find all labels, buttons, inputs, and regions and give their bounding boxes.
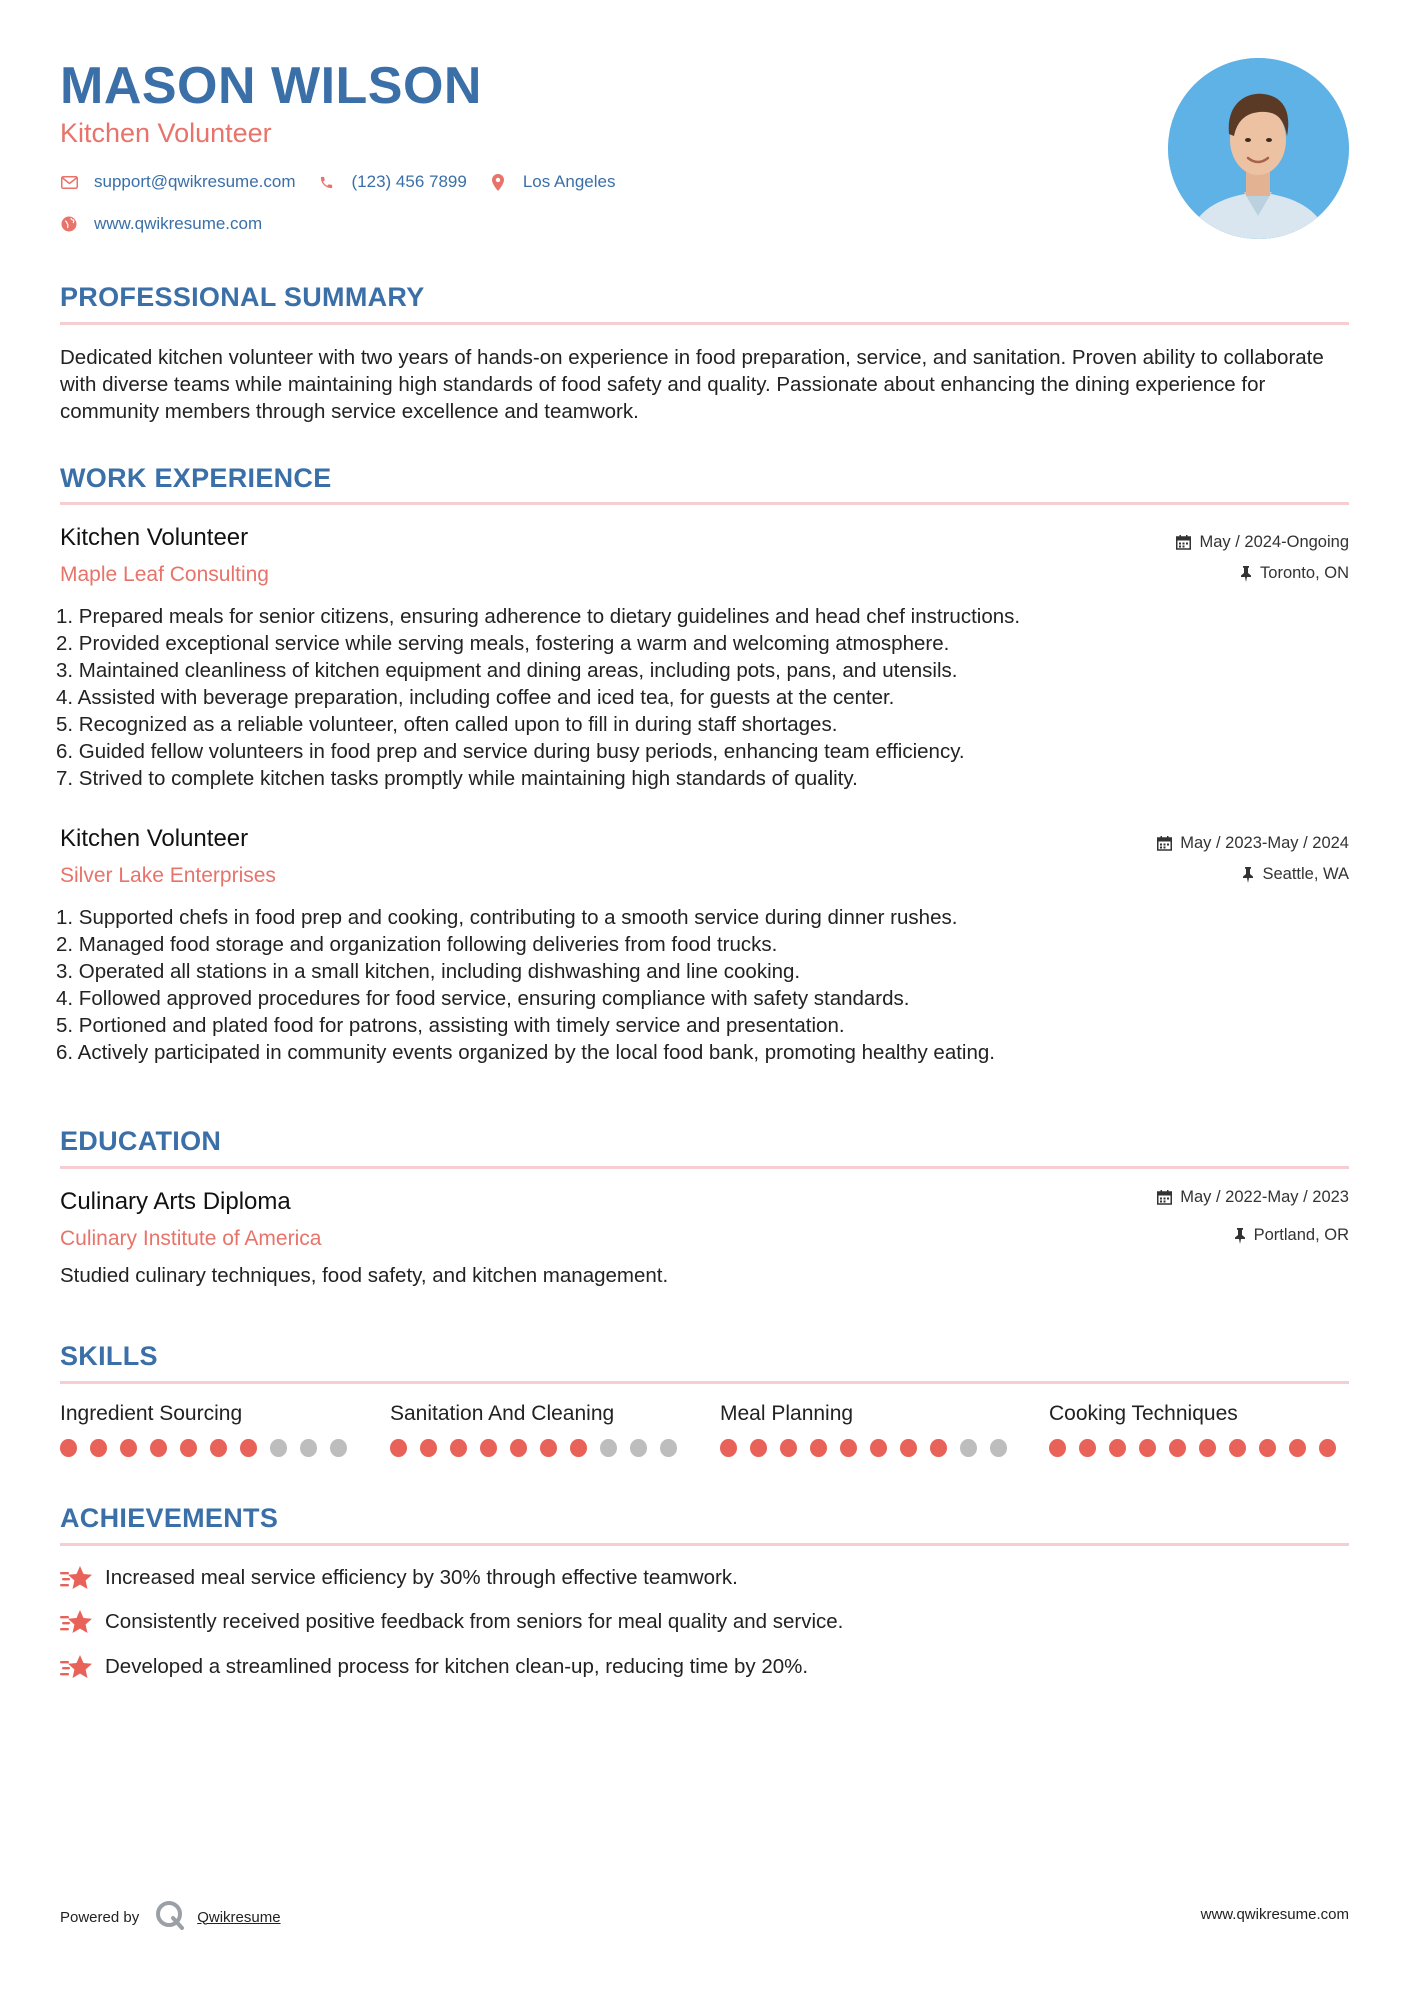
contact-row-2 [60, 214, 284, 234]
contact-website[interactable] [60, 214, 262, 234]
job-company: Maple Leaf Consulting [60, 563, 269, 586]
skill-name: Sanitation And Cleaning [390, 1402, 615, 1425]
job-location [1242, 865, 1349, 884]
footer-powered-by [60, 1900, 281, 1934]
qwikresume-logo-icon [155, 1900, 185, 1934]
rating-dot-filled [180, 1439, 197, 1457]
rating-dot-filled [810, 1439, 827, 1457]
candidate-role: Kitchen Volunteer [60, 118, 272, 148]
list-item: 6. Guided fellow volunteers in food prep and service during busy periods, enhancing team efficiency. [56, 740, 965, 763]
education-dates [1157, 1188, 1349, 1207]
rating-dot-filled [480, 1439, 497, 1457]
education-description: Studied culinary techniques, food safety, and kitchen management. [60, 1264, 669, 1287]
rating-dot-filled [780, 1439, 797, 1457]
rating-dot-filled [840, 1439, 857, 1457]
summary-heading: PROFESSIONAL SUMMARY [60, 282, 425, 312]
calendar-icon [1157, 1190, 1172, 1205]
phone-text: (123) 456 7899 [351, 172, 467, 191]
job-dates-text: May / 2023-May / 2024 [1180, 834, 1349, 852]
rating-dot-empty [660, 1439, 677, 1457]
list-item: 6. Actively participated in community events organized by the local food bank, promoting healthy eating. [56, 1041, 995, 1064]
list-item: 1. Supported chefs in food prep and cooking, contributing to a smooth service during dinner rushes. [56, 906, 958, 929]
skill-item [1049, 1402, 1349, 1457]
rating-dot-filled [390, 1439, 407, 1457]
rating-dot-filled [90, 1439, 107, 1457]
job-dates [1176, 533, 1349, 552]
location-text: Los Angeles [522, 172, 616, 191]
education-location [1234, 1226, 1349, 1245]
skill-rating [60, 1439, 360, 1457]
rating-dot-empty [990, 1439, 1007, 1457]
summary-text: Dedicated kitchen volunteer with two years of hands-on experience in food preparation, service, and sanitation. Proven ability to collaborate with diverse teams while maintaining high standards of food safety and quality. Passionate about enhancing the dining experience for community members through service excellence and teamwork. [60, 346, 1324, 423]
contact-location [489, 172, 616, 192]
pushpin-icon [1234, 1228, 1246, 1244]
rating-dot-filled [570, 1439, 587, 1457]
list-item: 5. Recognized as a reliable volunteer, often called upon to fill in during staff shortages. [56, 713, 838, 736]
candidate-name: MASON WILSON [60, 57, 482, 115]
skill-rating [390, 1439, 690, 1457]
achievement-item [60, 1653, 808, 1681]
rating-dot-filled [60, 1439, 77, 1457]
email-text: support@qwikresume.com [94, 172, 296, 191]
rating-dot-filled [1049, 1439, 1066, 1457]
skill-name: Cooking Techniques [1049, 1402, 1238, 1425]
skills-divider [60, 1381, 1349, 1384]
skill-item [390, 1402, 690, 1457]
job-location [1240, 564, 1349, 583]
globe-icon [60, 215, 78, 233]
degree-title: Culinary Arts Diploma [60, 1188, 291, 1215]
star-icon [60, 1564, 94, 1592]
rating-dot-filled [1169, 1439, 1186, 1457]
rating-dot-filled [1229, 1439, 1246, 1457]
rating-dot-filled [750, 1439, 767, 1457]
skill-name: Meal Planning [720, 1402, 854, 1425]
rating-dot-empty [630, 1439, 647, 1457]
powered-by-label: Powered by [60, 1908, 140, 1926]
rating-dot-filled [1289, 1439, 1306, 1457]
list-item: 2. Managed food storage and organization following deliveries from food trucks. [56, 933, 778, 956]
rating-dot-empty [960, 1439, 977, 1457]
list-item: 3. Operated all stations in a small kitchen, including dishwashing and line cooking. [56, 960, 801, 983]
achievements-divider [60, 1543, 1349, 1546]
contact-phone[interactable] [318, 172, 467, 192]
achievement-text: Increased meal service efficiency by 30% through effective teamwork. [105, 1566, 738, 1589]
achievement-text: Consistently received positive feedback from seniors for meal quality and service. [105, 1610, 844, 1633]
phone-icon [318, 173, 336, 191]
rating-dot-filled [420, 1439, 437, 1457]
rating-dot-empty [300, 1439, 317, 1457]
rating-dot-filled [1079, 1439, 1096, 1457]
star-icon [60, 1653, 94, 1681]
job-dates-text: May / 2024-Ongoing [1199, 533, 1349, 551]
list-item: 1. Prepared meals for senior citizens, ensuring adherence to dietary guidelines and head chef instructions. [56, 605, 1021, 628]
rating-dot-filled [150, 1439, 167, 1457]
list-item: 7. Strived to complete kitchen tasks promptly while maintaining high standards of quality. [56, 767, 858, 790]
education-divider [60, 1166, 1349, 1169]
contact-row-1 [60, 172, 637, 192]
job-title: Kitchen Volunteer [60, 524, 249, 551]
rating-dot-filled [1139, 1439, 1156, 1457]
map-pin-icon [489, 173, 507, 191]
rating-dot-filled [1259, 1439, 1276, 1457]
skill-rating [1049, 1439, 1349, 1457]
star-icon [60, 1608, 94, 1636]
rating-dot-filled [720, 1439, 737, 1457]
rating-dot-empty [330, 1439, 347, 1457]
education-heading: EDUCATION [60, 1126, 222, 1156]
list-item: 4. Followed approved procedures for food service, ensuring compliance with safety standards. [56, 987, 910, 1010]
list-item: 5. Portioned and plated food for patrons, assisting with timely service and presentation. [56, 1014, 845, 1037]
rating-dot-filled [120, 1439, 137, 1457]
rating-dot-empty [600, 1439, 617, 1457]
website-text: www.qwikresume.com [94, 214, 263, 233]
job-company: Silver Lake Enterprises [60, 864, 276, 887]
pushpin-icon [1242, 867, 1254, 883]
rating-dot-empty [270, 1439, 287, 1457]
achievements-heading: ACHIEVEMENTS [60, 1503, 279, 1533]
job-title: Kitchen Volunteer [60, 825, 249, 852]
job-dates [1157, 834, 1349, 853]
education-dates-text: May / 2022-May / 2023 [1180, 1188, 1349, 1206]
footer-website[interactable]: www.qwikresume.com [1200, 1906, 1349, 1923]
skill-item [720, 1402, 1020, 1457]
rating-dot-filled [900, 1439, 917, 1457]
rating-dot-filled [450, 1439, 467, 1457]
skill-name: Ingredient Sourcing [60, 1402, 243, 1425]
rating-dot-filled [540, 1439, 557, 1457]
rating-dot-filled [930, 1439, 947, 1457]
experience-divider [60, 502, 1349, 505]
achievement-item [60, 1608, 843, 1636]
list-item: 4. Assisted with beverage preparation, including coffee and iced tea, for guests at the center. [56, 686, 895, 709]
experience-heading: WORK EXPERIENCE [60, 463, 332, 493]
achievement-text: Developed a streamlined process for kitchen clean-up, reducing time by 20%. [105, 1655, 809, 1678]
contact-email[interactable] [60, 172, 296, 192]
rating-dot-filled [1319, 1439, 1336, 1457]
job-location-text: Toronto, ON [1260, 564, 1349, 582]
list-item: 3. Maintained cleanliness of kitchen equipment and dining areas, including pots, pans, and utensils. [56, 659, 958, 682]
rating-dot-filled [870, 1439, 887, 1457]
job-responsibilities [56, 904, 1349, 1066]
school-name: Culinary Institute of America [60, 1227, 322, 1250]
calendar-icon [1157, 836, 1172, 851]
qwikresume-link[interactable]: Qwikresume [197, 1908, 281, 1926]
job-location-text: Seattle, WA [1262, 865, 1349, 883]
job-responsibilities [56, 603, 1349, 792]
rating-dot-filled [210, 1439, 227, 1457]
summary-divider [60, 322, 1349, 325]
list-item: 2. Provided exceptional service while serving meals, fostering a warm and welcoming atmosphere. [56, 632, 950, 655]
skill-rating [720, 1439, 1020, 1457]
skills-heading: SKILLS [60, 1341, 158, 1371]
rating-dot-filled [510, 1439, 527, 1457]
pushpin-icon [1240, 566, 1252, 582]
skill-item [60, 1402, 360, 1457]
rating-dot-filled [1199, 1439, 1216, 1457]
rating-dot-filled [1109, 1439, 1126, 1457]
profile-photo [1168, 58, 1349, 239]
rating-dot-filled [240, 1439, 257, 1457]
achievement-item [60, 1564, 738, 1592]
education-location-text: Portland, OR [1253, 1226, 1349, 1244]
calendar-icon [1176, 535, 1191, 550]
envelope-icon [60, 173, 78, 191]
